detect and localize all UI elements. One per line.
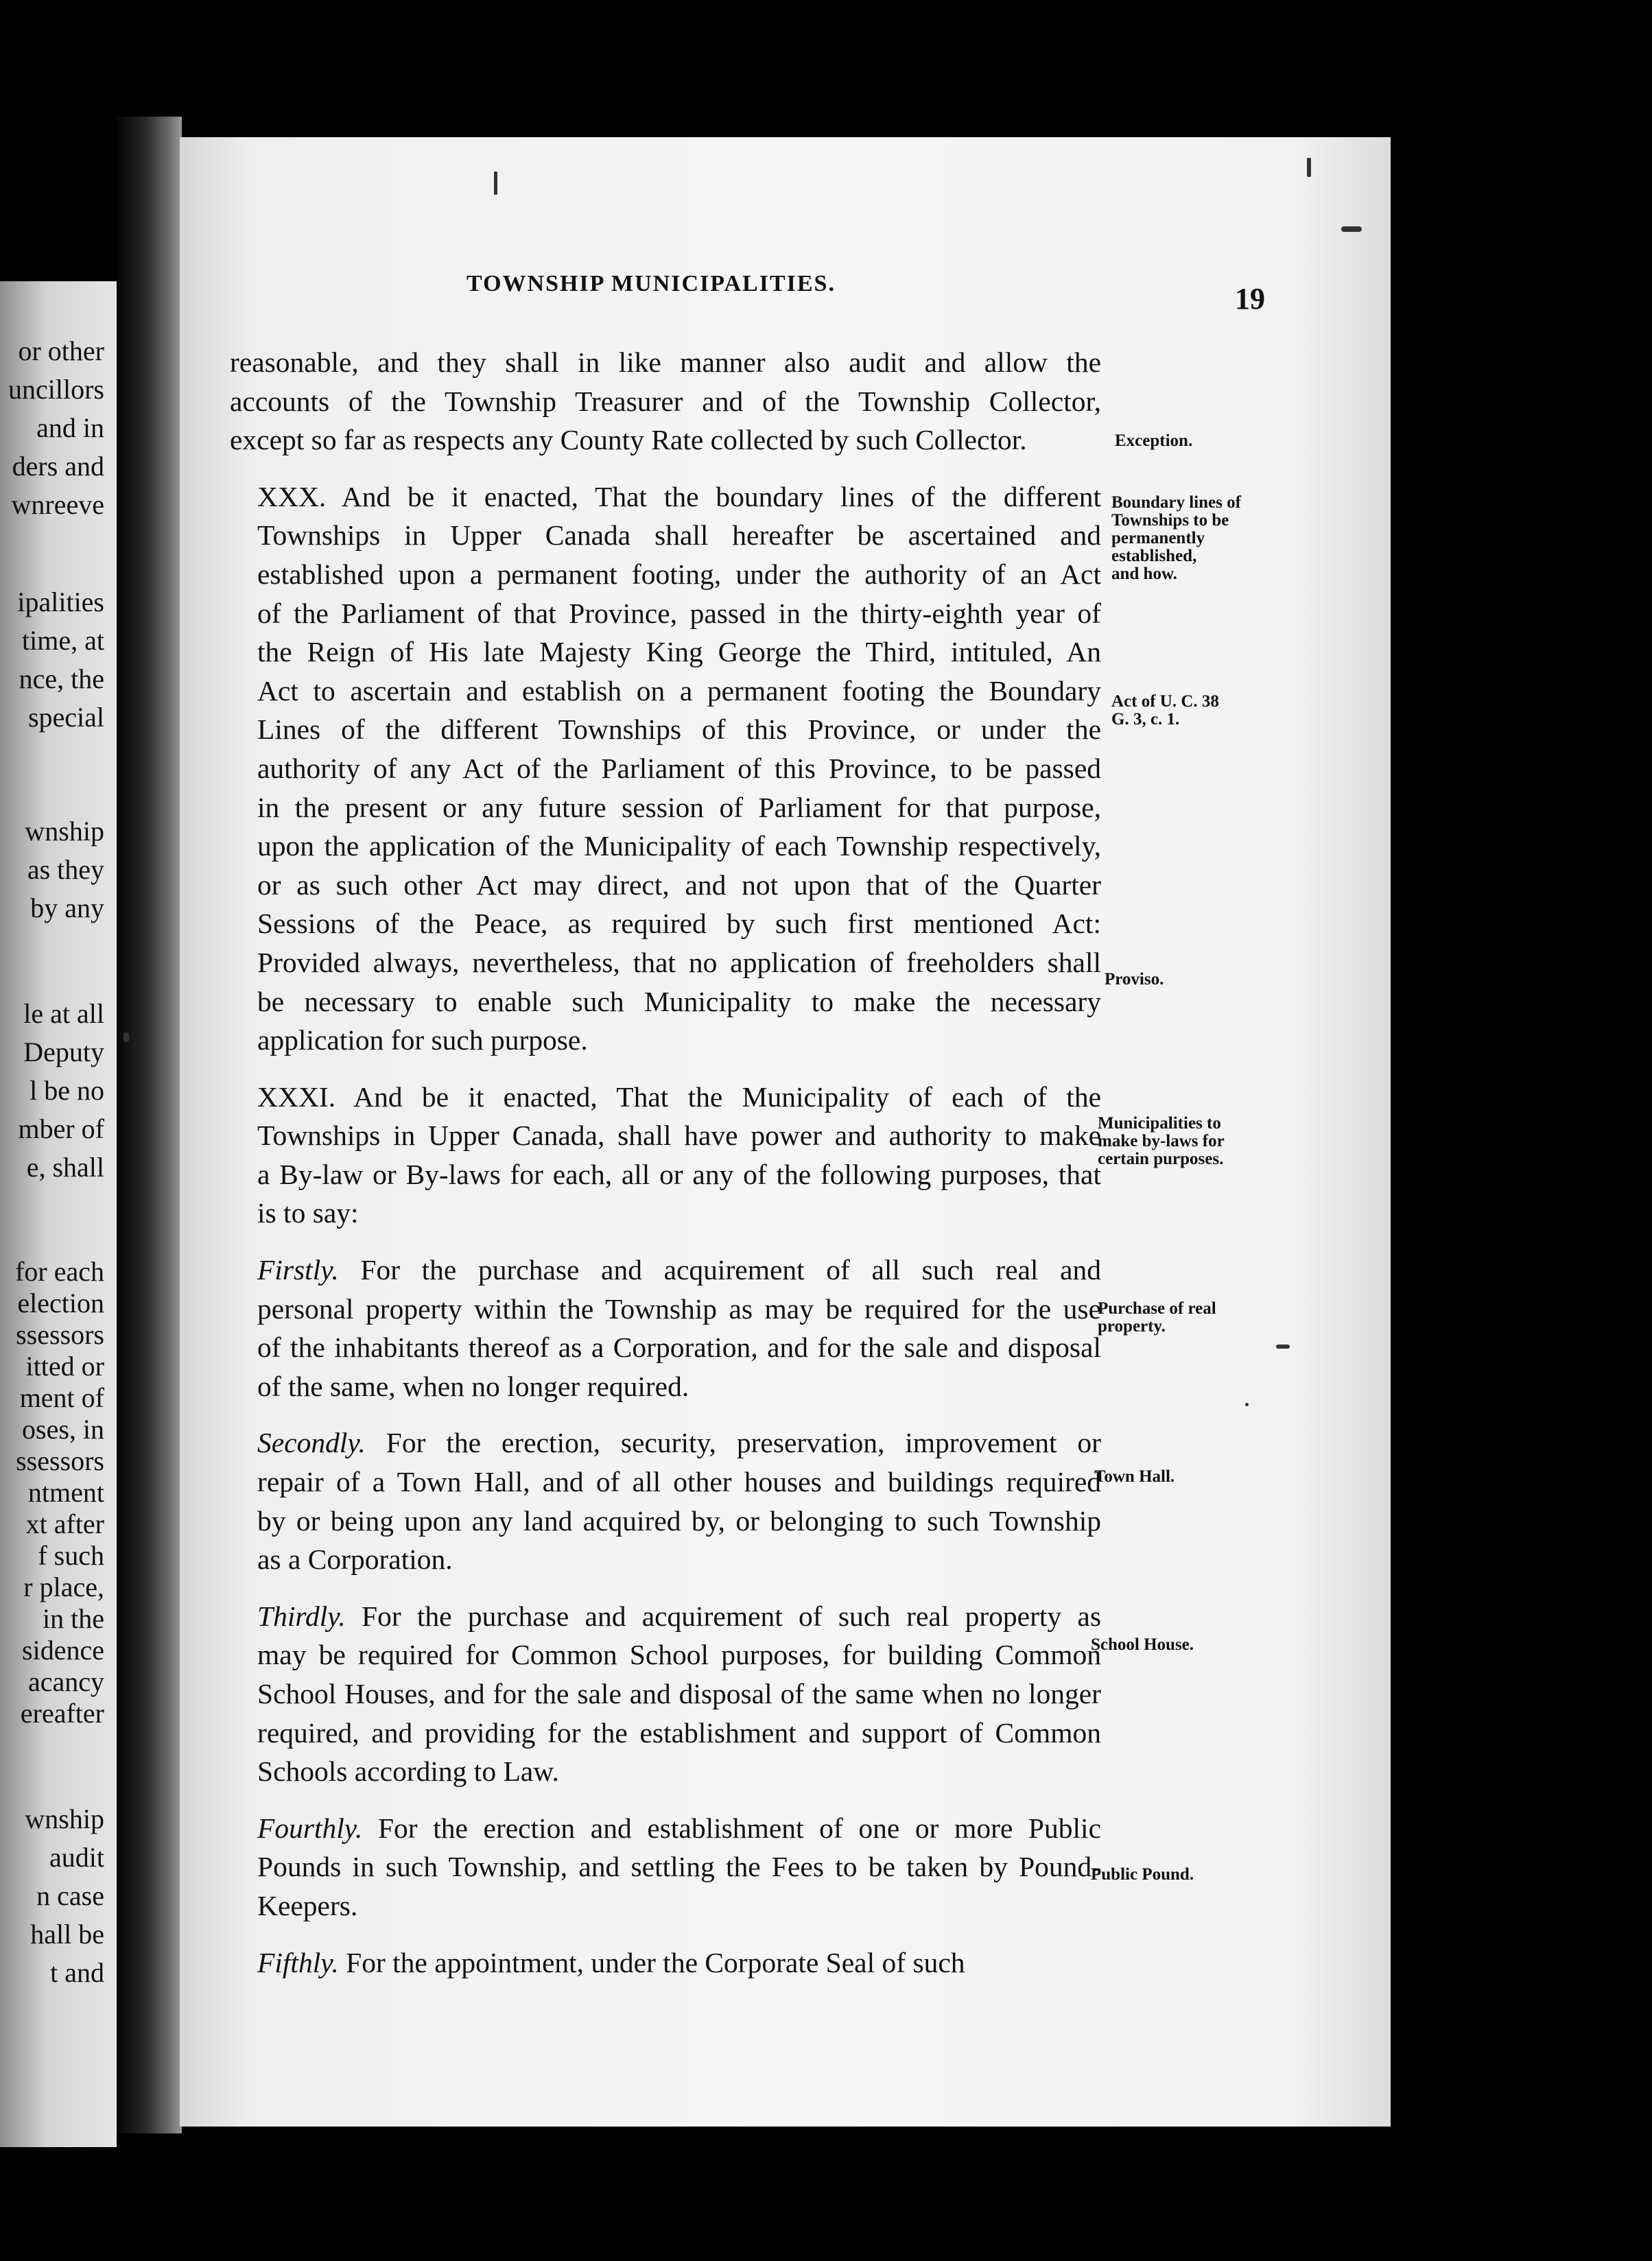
- text-line: XXX. And be it enacted, That the boundary lines of the different: [257, 480, 1101, 512]
- facing-page-line: and in: [36, 412, 104, 443]
- text-line: authority of any Act of the Parliament of this Province, to be passed: [257, 752, 1101, 784]
- margin-note: [1111, 494, 1241, 583]
- margin-note-line: make by-laws for: [1098, 1132, 1225, 1150]
- margin-note-line: Exception.: [1115, 431, 1193, 450]
- clause-text: For the purchase and acquirement of all such real and: [338, 1254, 1101, 1286]
- facing-page-line: t and: [50, 1957, 104, 1988]
- facing-page-line: n case: [36, 1880, 104, 1911]
- margin-note-line: G. 3, c. 1.: [1111, 710, 1180, 729]
- ink-speck: [494, 171, 497, 195]
- facing-page-line: in the: [43, 1603, 104, 1634]
- facing-page-line: as they: [27, 854, 104, 885]
- text-line: repair of a Town Hall, and of all other houses and buildings required: [257, 1466, 1101, 1498]
- facing-page-line: ssessors: [16, 1319, 104, 1350]
- margin-note-line: Purchase of real: [1098, 1299, 1216, 1318]
- text-line: accounts of the Township Treasurer and of the Township Collector,: [230, 385, 1101, 417]
- clause-text: For the erection and establishment of one or more Public: [362, 1812, 1101, 1844]
- margin-note-line: permanently: [1111, 529, 1205, 547]
- paragraph: [230, 1078, 1101, 1233]
- facing-page-line: or other: [18, 335, 104, 366]
- paragraph: [230, 1423, 1101, 1578]
- facing-page-line: ssessors: [16, 1445, 104, 1476]
- margin-note: [1111, 693, 1219, 729]
- text-line: upon the application of the Municipality of each Township respectively,: [257, 830, 1101, 862]
- text-line: in the present or any future session of Parliament for that purpose,: [257, 791, 1101, 823]
- facing-page-line: time, at: [22, 625, 104, 656]
- clause-lead: Firstly.: [257, 1254, 339, 1286]
- facing-page-line: by any: [30, 892, 104, 923]
- text-line: Lines of the different Townships of this Province, or under the: [257, 713, 1101, 746]
- text-line: personal property within the Township as may be required for the use: [257, 1292, 1101, 1325]
- facing-page-line: hall be: [30, 1919, 104, 1950]
- facing-page-line: le at all: [23, 998, 104, 1029]
- text-line: required, and providing for the establishment and support of Common: [257, 1716, 1101, 1749]
- margin-note: [1091, 1636, 1194, 1654]
- facing-page-line: nce, the: [19, 663, 104, 694]
- text-line: except so far as respects any County Rate collected by such Collector.: [230, 424, 1027, 456]
- text-line: XXXI. And be it enacted, That the Municipality of each of the: [257, 1080, 1101, 1113]
- margin-note-line: School House.: [1091, 1635, 1194, 1654]
- margin-note-line: Public Pound.: [1091, 1865, 1194, 1884]
- paragraph: [230, 1597, 1101, 1791]
- facing-page-line: acancy: [27, 1666, 104, 1697]
- paragraph: [230, 1809, 1101, 1926]
- margin-note-line: certain purposes.: [1098, 1150, 1224, 1168]
- clause-lead: Secondly.: [257, 1427, 366, 1459]
- text-line: of the Parliament of that Province, passed in the thirty-eighth year of: [257, 597, 1101, 629]
- text-line: may be required for Common School purposes, for building Common: [257, 1639, 1101, 1671]
- facing-page-line: e, shall: [26, 1152, 104, 1183]
- margin-note-line: Proviso.: [1105, 970, 1164, 989]
- body-text: [230, 343, 1101, 2000]
- margin-note: [1098, 1300, 1216, 1336]
- facing-page-line: oses, in: [22, 1414, 104, 1445]
- text-line: Schools according to Law.: [257, 1755, 559, 1788]
- text-line: of the inhabitants thereof as a Corporation, and for the sale and disposal: [257, 1331, 1101, 1364]
- paragraph: [230, 1251, 1101, 1406]
- clause-text: For the purchase and acquirement of such real property as: [345, 1600, 1101, 1632]
- facing-page-line: l be no: [30, 1075, 104, 1106]
- text-line: or as such other Act may direct, and not upon that of the Quarter: [257, 868, 1101, 901]
- ink-speck: [1307, 158, 1311, 177]
- margin-note-line: Townships to be: [1111, 511, 1229, 530]
- facing-page-line: Deputy: [23, 1037, 104, 1067]
- book-gutter: [117, 117, 182, 2133]
- facing-page-line: ntment: [27, 1477, 104, 1508]
- page-number: 19: [1235, 282, 1265, 316]
- facing-page-line: special: [27, 702, 104, 733]
- text-line: Provided always, nevertheless, that no application of freeholders shall: [257, 946, 1101, 978]
- text-line: of the same, when no longer required.: [257, 1370, 689, 1402]
- margin-note-line: established,: [1111, 547, 1197, 565]
- facing-page-line: ders and: [12, 451, 104, 482]
- text-line: is to say:: [257, 1197, 359, 1229]
- facing-page-line: xt after: [25, 1508, 104, 1539]
- facing-page-line: election: [17, 1288, 104, 1318]
- facing-page-line: r place,: [23, 1572, 104, 1602]
- clause-text: For the appointment, under the Corporate Seal of such: [338, 1946, 965, 1978]
- ink-speck: [1245, 1403, 1249, 1406]
- text-line: Townships in Upper Canada shall hereafter be ascertained and: [257, 519, 1101, 552]
- margin-note: [1094, 1468, 1175, 1486]
- margin-note-line: Act of U. C. 38: [1111, 692, 1219, 711]
- text-line: [230, 1251, 1101, 1290]
- text-line: [230, 1809, 1101, 1848]
- text-line: application for such purpose.: [257, 1024, 588, 1056]
- paragraph: [230, 477, 1101, 1060]
- margin-note: [1105, 971, 1164, 989]
- text-line: [230, 1423, 1101, 1463]
- clause-lead: Fourthly.: [257, 1812, 363, 1844]
- facing-page-line: f such: [38, 1540, 104, 1571]
- facing-page-line: wnship: [25, 1803, 104, 1834]
- facing-page-line: wnreeve: [11, 489, 104, 520]
- text-line: the Reign of His late Majesty King George the Third, intituled, An: [257, 636, 1101, 668]
- clause-lead: Thirdly.: [257, 1600, 346, 1632]
- clause-lead: Fifthly.: [257, 1946, 339, 1978]
- facing-page-line: audit: [49, 1842, 104, 1873]
- text-line: Sessions of the Peace, as required by such first mentioned Act:: [257, 908, 1101, 940]
- text-line: Act to ascertain and establish on a permanent footing the Boundary: [257, 674, 1101, 707]
- margin-note-line: Municipalities to: [1098, 1114, 1221, 1133]
- clause-text: For the erection, security, preservation, improvement or: [365, 1427, 1101, 1459]
- text-line: Townships in Upper Canada, shall have power and authority to make: [257, 1120, 1101, 1152]
- text-line: be necessary to enable such Municipality to make the necessary: [257, 985, 1101, 1017]
- facing-page-line: ment of: [19, 1382, 104, 1413]
- text-line: established upon a permanent footing, under the authority of an Act: [257, 558, 1101, 590]
- text-line: as a Corporation.: [257, 1543, 453, 1576]
- margin-note-line: Boundary lines of: [1111, 493, 1241, 512]
- paragraph: [230, 343, 1101, 460]
- facing-page-edge: [0, 281, 117, 2147]
- facing-page-line: uncillors: [8, 374, 104, 405]
- margin-note: [1098, 1115, 1225, 1168]
- running-head: TOWNSHIP MUNICIPALITIES.: [467, 271, 836, 296]
- margin-note: [1091, 1866, 1194, 1884]
- text-line: School Houses, and for the sale and disposal of the same when no longer: [257, 1678, 1101, 1709]
- facing-page-line: sidence: [22, 1635, 104, 1666]
- ink-speck: [1341, 226, 1362, 232]
- ink-speck: [1276, 1345, 1290, 1349]
- margin-note-line: property.: [1098, 1317, 1166, 1336]
- facing-page-line: ipalities: [17, 587, 104, 617]
- text-line: by or being upon any land acquired by, or belonging to such Township: [257, 1504, 1101, 1537]
- facing-page-line: mber of: [18, 1113, 104, 1144]
- margin-note: [1115, 432, 1192, 450]
- text-line: reasonable, and they shall in like manner also audit and allow the: [230, 346, 1101, 378]
- ink-speck: [123, 1032, 129, 1042]
- margin-note-line: and how.: [1111, 565, 1177, 583]
- paragraph: [230, 1943, 1101, 1982]
- text-line: [230, 1597, 1101, 1636]
- text-line: [230, 1943, 1101, 1982]
- facing-page-line: itted or: [25, 1351, 104, 1382]
- text-line: a By-law or By-laws for each, all or any of the following purposes, that: [257, 1158, 1101, 1190]
- text-line: Keepers.: [257, 1889, 358, 1921]
- facing-page-line: wnship: [25, 816, 104, 847]
- facing-page-line: for each: [15, 1256, 104, 1287]
- text-line: Pounds in such Township, and settling the Fees to be taken by Pound-: [257, 1851, 1101, 1883]
- facing-page-line: ereafter: [20, 1698, 104, 1729]
- margin-note-line: Town Hall.: [1094, 1467, 1175, 1486]
